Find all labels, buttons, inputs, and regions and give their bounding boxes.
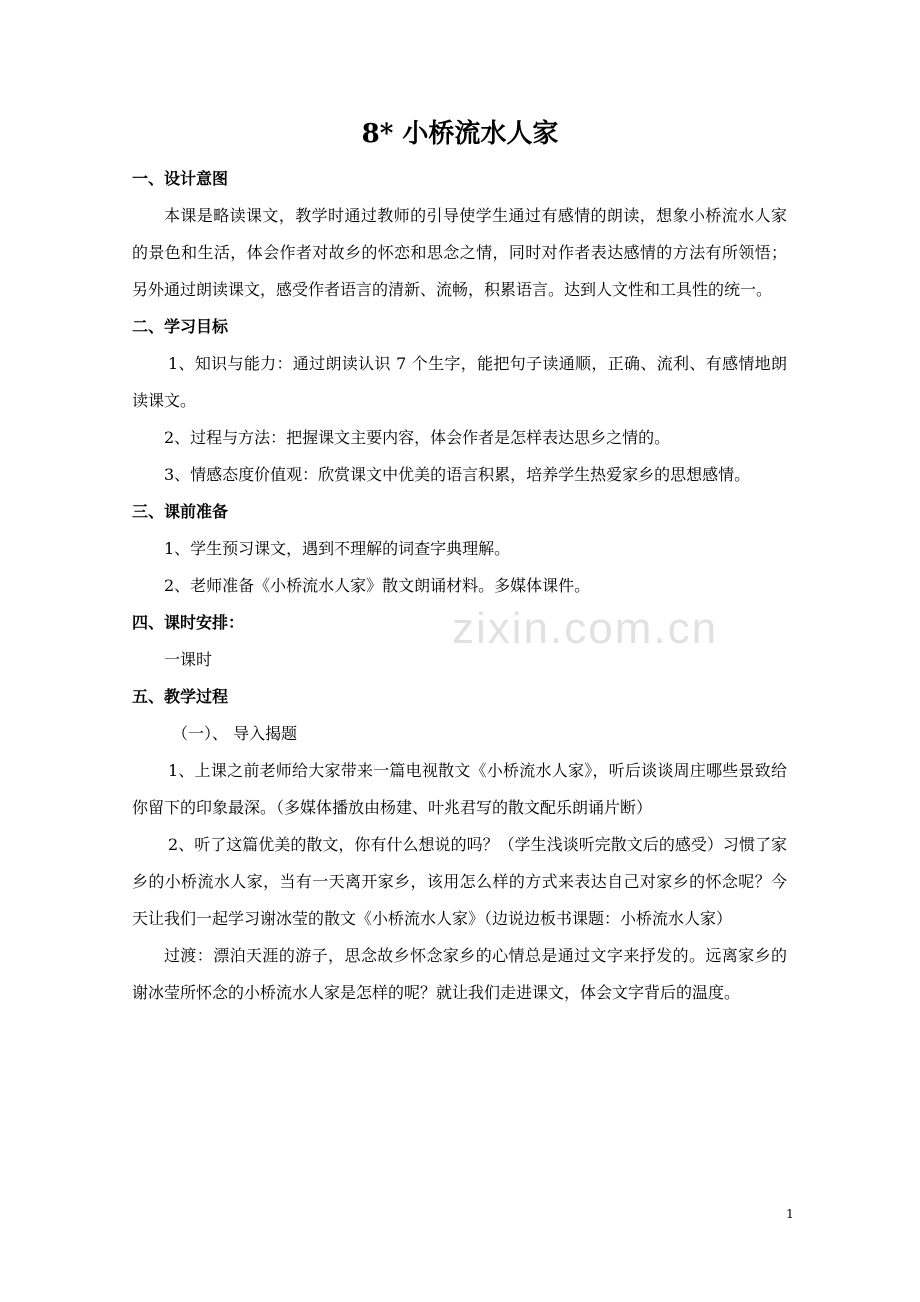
prep-student: 1、学生预习课文，遇到不理解的词查字典理解。	[164, 539, 511, 558]
document-body	[132, 160, 787, 1011]
process-step-2: 2、听了这篇优美的散文，你有什么想说的吗？（学生浅谈听完散文后的感受）习惯了家乡的小桥流水人家，当有一天离开家乡，该用怎么样的方式来表达自己对家乡的怀念呢？今天让我们一起学习谢冰莹的散文《小桥流水人家》（边说边板书课题：小桥流水人家）	[132, 835, 787, 928]
page-number: 1	[786, 1207, 794, 1221]
goal-process: 2、过程与方法：把握课文主要内容，体会作者是怎样表达思乡之情的。	[164, 428, 671, 447]
process-subheading: （一）、 导入揭题	[172, 724, 298, 743]
document-title: 8* 小桥流水人家	[361, 119, 559, 149]
section-heading-prep: 三、课前准备	[132, 502, 229, 521]
process-transition: 过渡：漂泊天涯的游子，思念故乡怀念家乡的心情总是通过文字来抒发的。远离家乡的谢冰莹所怀念的小桥流水人家是怎样的呢？就让我们走进课文，体会文字背后的温度。	[132, 946, 787, 1002]
process-step-1: 1、上课之前老师给大家带来一篇电视散文《小桥流水人家》，听后谈谈周庄哪些景致给你留下的印象最深。（多媒体播放由杨建、叶兆君写的散文配乐朗诵片断）	[132, 761, 787, 817]
goal-knowledge: 1、知识与能力：通过朗读认识 7 个生字，能把句子读通顺，正确、流利、有感情地朗读课文。	[132, 354, 787, 410]
prep-teacher: 2、老师准备《小桥流水人家》散文朗诵材料。多媒体课件。	[164, 576, 591, 595]
section-heading-process: 五、教学过程	[132, 687, 229, 706]
goal-emotion: 3、情感态度价值观：欣赏课文中优美的语言积累，培养学生热爱家乡的思想感情。	[164, 465, 751, 484]
section-heading-schedule: 四、课时安排：	[132, 613, 245, 632]
schedule-text: 一课时	[164, 650, 213, 669]
section-heading-goals: 二、学习目标	[132, 317, 229, 336]
watermark: zixin.com.cn	[452, 604, 719, 653]
section-heading-design: 一、设计意图	[132, 169, 229, 188]
design-paragraph: 本课是略读课文，教学时通过教师的引导使学生通过有感情的朗读，想象小桥流水人家的景色和生活，体会作者对故乡的怀恋和思念之情，同时对作者表达感情的方法有所领悟；另外通过朗读课文，感受作者语言的清新、流畅，积累语言。达到人文性和工具性的统一。	[132, 206, 787, 299]
